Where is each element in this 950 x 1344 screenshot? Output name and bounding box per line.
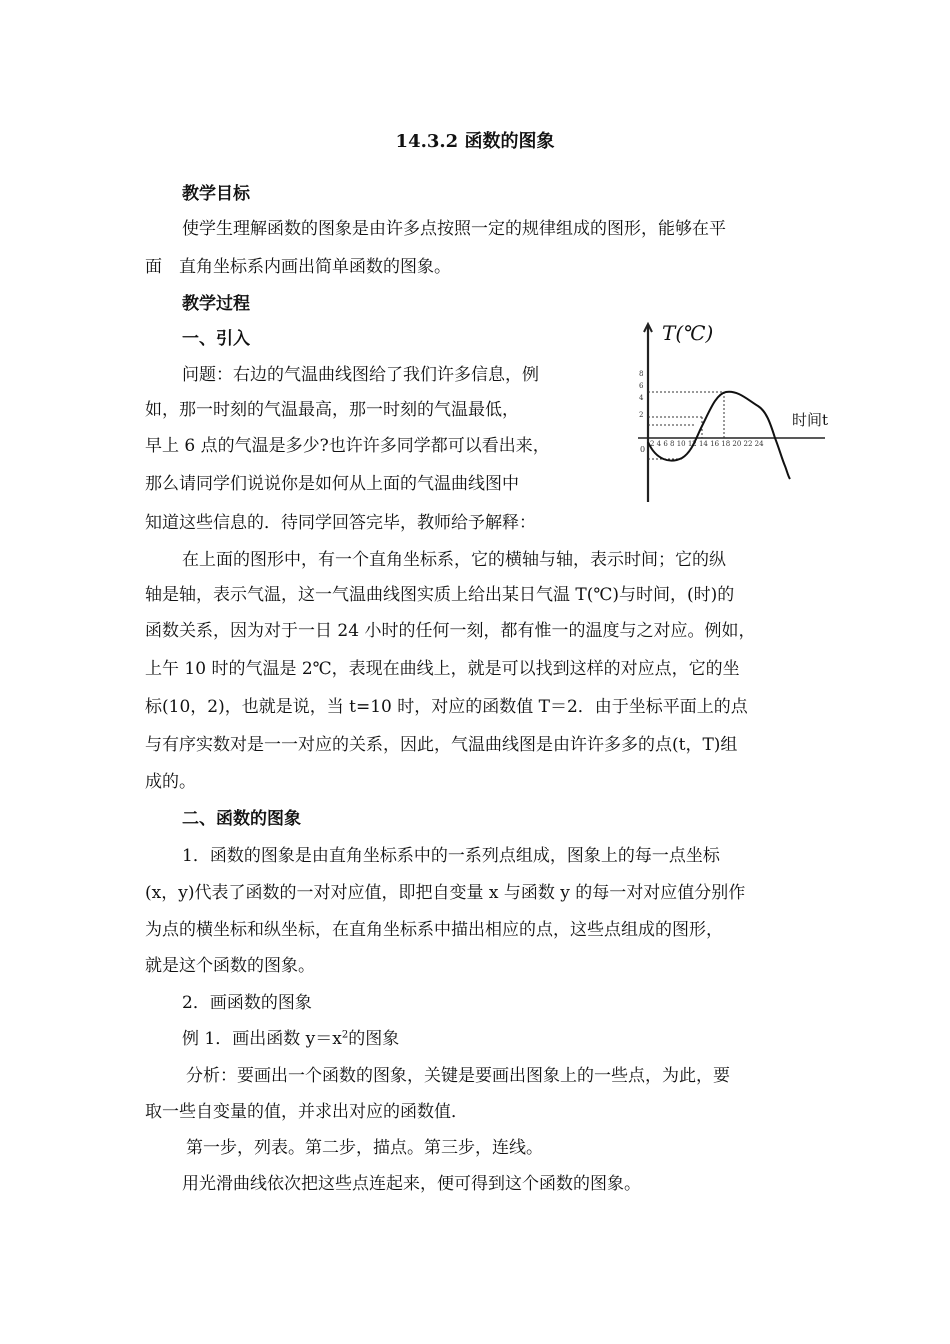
y-tick-4: 4 [639,394,644,402]
example-prefix: 例 1．画出函数 y＝x [182,1029,342,1049]
temperature-graph [630,314,835,504]
page-title: 14.3.2 函数的图象 [395,131,555,152]
point1-line-1: 1．函数的图象是由直角坐标系中的一系列点组成，图象上的每一点坐标 [182,846,720,866]
example-1 [182,1028,399,1050]
goal-line-1: 使学生理解函数的图象是由许多点按照一定的规律组成的图形，能够在平 [182,219,726,239]
intro-line-3: 早上 6 点的气温是多少?也许许多同学都可以看出来， [145,436,550,456]
explain-line-1: 在上面的图形中，有一个直角坐标系，它的横轴与轴，表示时间；它的纵 [182,550,726,570]
final-line: 用光滑曲线依次把这些点连起来，便可得到这个函数的图象。 [182,1174,641,1194]
point1-line-4: 就是这个函数的图象。 [145,956,315,976]
explain-line-5: 标(10，2)，也就是说，当 t=10 时，对应的函数值 T＝2．由于坐标平面上的点 [145,697,748,717]
goal-heading: 教学目标 [182,184,250,204]
y-tick-2: 2 [639,411,644,419]
goal-line-2: 面 直角坐标系内画出简单函数的图象。 [145,257,451,277]
explain-line-6: 与有序实数对是一一对应的关系，因此，气温曲线图是由许许多多的点(t，T)组 [145,735,738,755]
x-tick-labels: 2 4 6 8 10 12 14 16 18 20 22 24 [650,440,764,448]
example-suffix: 的图象 [348,1029,400,1049]
process-heading: 教学过程 [182,294,250,314]
graph-heading: 二、函数的图象 [182,809,301,829]
y-tick-6: 6 [639,382,644,390]
y-tick-8: 8 [639,370,644,378]
explain-line-3: 函数关系，因为对于一日 24 小时的任何一刻，都有惟一的温度与之对应。例如， [145,621,756,641]
analysis-line-2: 取一些自变量的值，并求出对应的函数值． [145,1102,468,1122]
x-axis-label: 时间t [792,411,829,429]
explain-line-7: 成的。 [145,772,196,792]
temperature-curve [648,392,790,479]
analysis-line-1: 分析：要画出一个函数的图象，关键是要画出图象上的一些点，为此，要 [186,1066,730,1086]
origin-label: 0 [640,445,646,454]
steps-line: 第一步，列表。第二步，描点。第三步，连线。 [186,1138,543,1158]
intro-line-2: 如，那一时刻的气温最高，那一时刻的气温最低， [145,400,519,420]
point2-heading: 2．画函数的图象 [182,993,312,1013]
explain-line-4: 上午 10 时的气温是 2℃，表现在曲线上，就是可以找到这样的对应点，它的坐 [145,659,740,679]
point1-line-3: 为点的横坐标和纵坐标，在直角坐标系中描出相应的点，这些点组成的图形， [145,920,723,940]
example-exponent: 2 [341,1029,349,1041]
intro-line-1: 问题：右边的气温曲线图给了我们许多信息，例 [182,365,539,385]
intro-heading: 一、引入 [182,329,250,349]
intro-line-4: 那么请同学们说说你是如何从上面的气温曲线图中 [145,474,519,494]
y-axis-label: T(℃) [662,321,714,345]
point1-line-2: (x，y)代表了函数的一对对应值，即把自变量 x 与函数 y 的每一对对应值分别作 [145,883,746,903]
explain-line-2: 轴是轴，表示气温，这一气温曲线图实质上给出某日气温 T(℃)与时间，(时)的 [145,585,735,605]
intro-line-5: 知道这些信息的．待同学回答完毕，教师给予解释： [145,513,536,533]
